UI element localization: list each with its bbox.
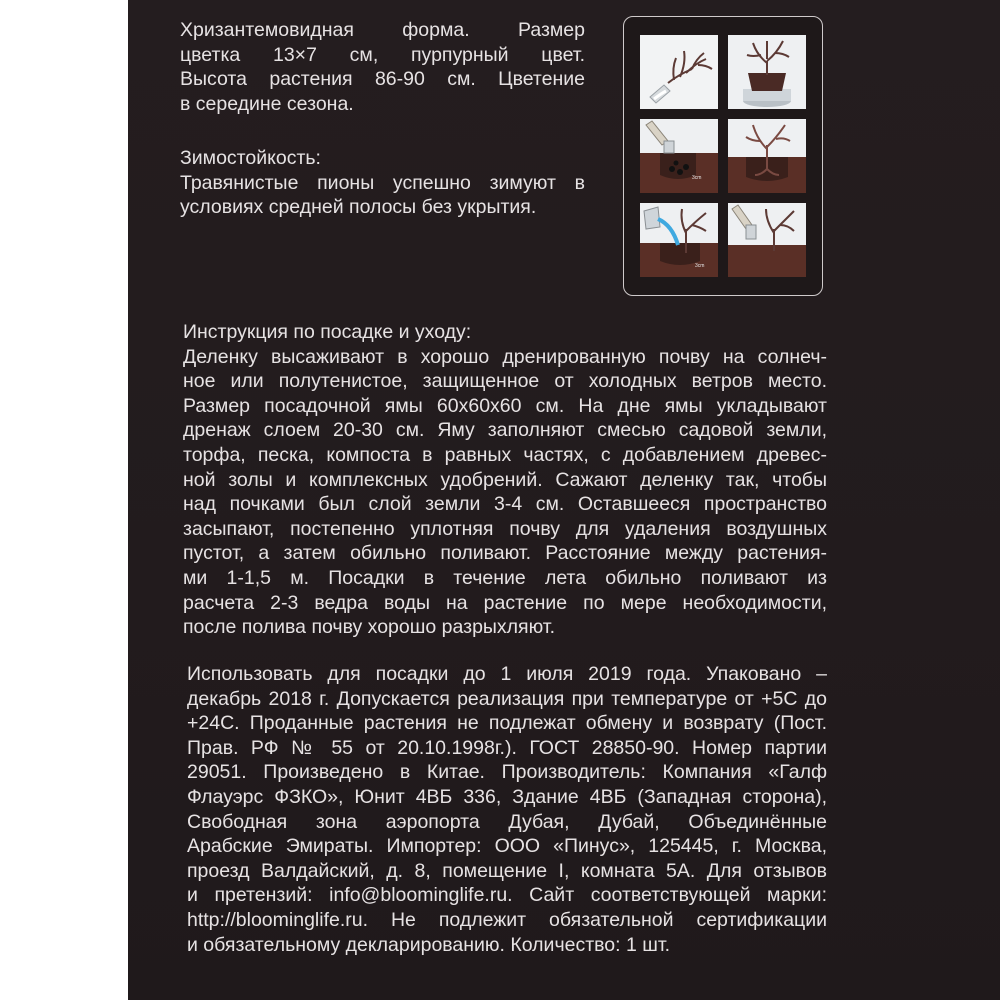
text-line: Использовать для посадки до 1 июля 2019 года. Упаковано – bbox=[187, 663, 827, 685]
step-place-root bbox=[728, 119, 806, 193]
step-depth-label: 3cm bbox=[692, 175, 702, 181]
text-line: ное или полутенистое, защищенное от холодных ветров место. bbox=[183, 370, 827, 393]
text-line: Травянистые пионы успешно зимуют в bbox=[180, 171, 585, 194]
step-add-drainage bbox=[640, 119, 718, 193]
text-line: проезд Валдайский, д. 8, помещение I, комната 5А. Для отзывов bbox=[187, 859, 827, 882]
text-line: Хризантемовидная форма. Размер bbox=[180, 19, 585, 41]
text-line: Инструкция по посадке и уходу: bbox=[183, 321, 472, 343]
step-water-planting bbox=[640, 203, 718, 277]
text-line: Прав. РФ № 55 от 20.10.1998г.). ГОСТ 28850-90. Номер партии bbox=[187, 736, 827, 759]
winter-hardiness bbox=[180, 146, 585, 220]
text-line: Высота растения 86-90 см. Цветение bbox=[180, 68, 585, 91]
text-line: и обязательному декларированию. Количество: 1 шт. bbox=[187, 933, 671, 956]
text-line: 29051. Произведено в Китае. Производитель: Компания «Галф bbox=[187, 761, 827, 784]
text-line: после полива почву хорошо разрыхляют. bbox=[183, 616, 555, 639]
step-fill-soil bbox=[728, 203, 806, 277]
text-line: расчета 2-3 ведра воды на растение по мере необходимости, bbox=[183, 591, 827, 614]
text-line: над почками был слой земли 3-4 см. Оставшееся пространство bbox=[183, 493, 827, 516]
text-line: и претензий: info@bloominglife.ru. Сайт соответствующей марки: bbox=[187, 884, 827, 907]
text-line: +24С. Проданные растения не подлежат обмену и возврату (Пост. bbox=[187, 712, 827, 735]
planting-steps-illustration bbox=[623, 16, 823, 296]
flower-description bbox=[180, 18, 585, 116]
text-line: Размер посадочной ямы 60х60х60 см. На дне ямы укладывают bbox=[183, 394, 827, 417]
text-line: условиях средней полосы без укрытия. bbox=[180, 196, 537, 219]
text-line: http://bloominglife.ru. Не подлежит обязательной сертификации bbox=[187, 908, 827, 931]
text-line: цветка 13×7 см, пурпурный цвет. bbox=[180, 43, 585, 66]
text-line: Свободная зона аэропорта Дубая, Дубай, Объединённые bbox=[187, 810, 827, 833]
planting-instructions bbox=[183, 320, 827, 640]
text-line: Деленку высаживают в хорошо дренированную почву на солнеч- bbox=[183, 345, 827, 368]
text-line: торфа, песка, компоста в равных частях, с добавлением древес- bbox=[183, 443, 827, 466]
text-line: Зимостойкость: bbox=[180, 147, 321, 169]
step-potted-root bbox=[728, 35, 806, 109]
text-line: в середине сезона. bbox=[180, 92, 354, 115]
text-line: Флауэрс ФЗКО», Юнит 4ВБ 336, Здание 4ВБ (Западная сторона), bbox=[187, 785, 827, 808]
text-line: ми 1-1,5 м. Посадки в течение лета обильно поливают из bbox=[183, 566, 827, 589]
text-line: пустот, а затем обильно поливают. Расстояние между растения- bbox=[183, 542, 827, 565]
legal-info bbox=[187, 662, 827, 957]
step-depth-label: 3cm bbox=[695, 263, 705, 269]
text-line: декабрь 2018 г. Допускается реализация при температуре от +5С до bbox=[187, 687, 827, 710]
step-soak-roots bbox=[640, 35, 718, 109]
text-line: засыпают, постепенно уплотняя почву для удаления воздушных bbox=[183, 517, 827, 540]
text-line: дренаж слоем 20-30 см. Яму заполняют смесью садовой земли, bbox=[183, 419, 827, 442]
text-line: Арабские Эмираты. Импортер: ООО «Пинус», 125445, г. Москва, bbox=[187, 835, 827, 858]
text-line: ной золы и комплексных удобрений. Сажают деленку так, чтобы bbox=[183, 468, 827, 491]
